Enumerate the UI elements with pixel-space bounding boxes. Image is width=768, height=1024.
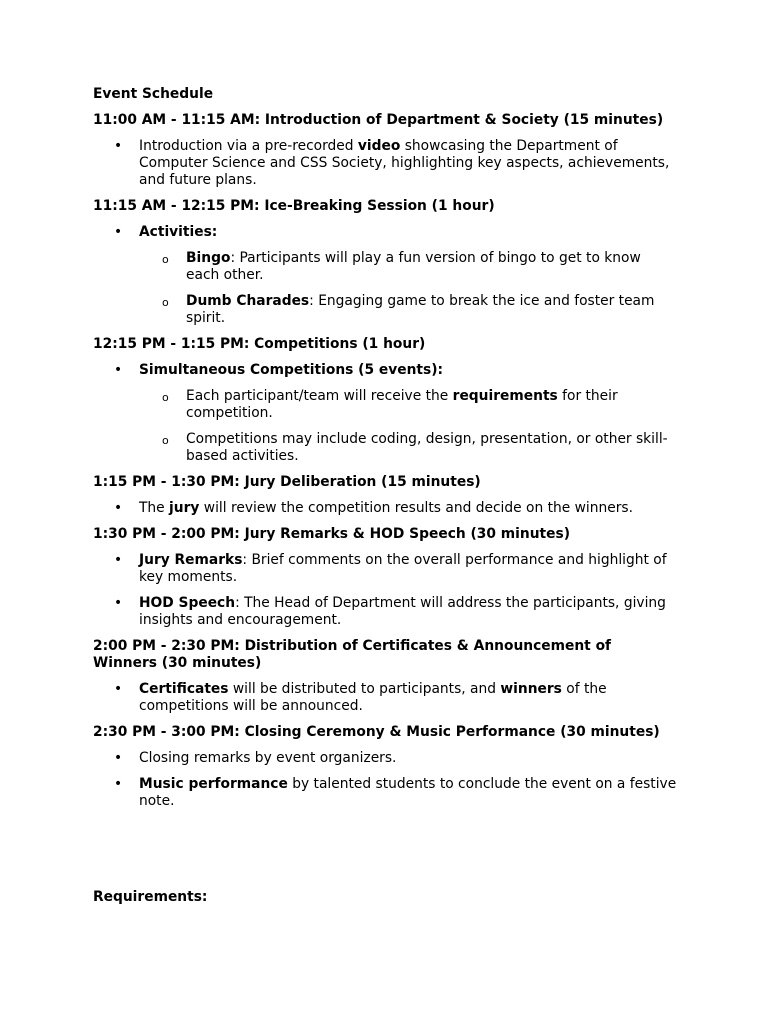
sub-list-item (139, 293, 678, 327)
sub-bullet-list (139, 250, 678, 327)
item-text: will be distributed to participants, and (228, 681, 501, 697)
item-text: will review the competition results and decide on the winners. (199, 500, 633, 516)
item-bold-text: Jury Remarks (139, 552, 243, 568)
list-item (93, 595, 678, 629)
item-bold-text: requirements (452, 388, 558, 404)
schedule-section (93, 724, 678, 810)
item-text: showcasing the Department of Computer Science and CSS Society, highlighting key aspects, achievements, and future plans. (139, 138, 670, 188)
list-item (93, 552, 678, 586)
requirements-heading: Requirements: (93, 889, 208, 905)
schedule-section (93, 474, 678, 517)
bullet-icon: • (114, 595, 123, 611)
item-bold-text: HOD Speech (139, 595, 236, 611)
item-bold-text: Simultaneous Competitions (5 events): (139, 362, 444, 378)
document-title: Event Schedule (93, 86, 214, 102)
sub-list-item (139, 431, 678, 465)
item-text: of the competitions will be announced. (139, 681, 607, 714)
document-body (93, 86, 678, 819)
list-item (93, 224, 678, 327)
bullet-list (93, 552, 678, 629)
schedule-section (93, 526, 678, 629)
item-bold-text: winners (500, 681, 562, 697)
item-bold-text: Music performance (139, 776, 288, 792)
bullet-icon: • (114, 138, 123, 154)
schedule-section (93, 336, 678, 465)
bullet-icon: • (114, 750, 123, 766)
item-text: for their competition. (186, 388, 618, 421)
list-item (93, 362, 678, 465)
item-text: Closing remarks by event organizers. (139, 750, 397, 766)
section-heading: 12:15 PM - 1:15 PM: Competitions (1 hour) (93, 336, 426, 352)
bullet-icon: • (114, 776, 123, 792)
section-heading: 1:15 PM - 1:30 PM: Jury Deliberation (15 minutes) (93, 474, 481, 490)
bullet-list (93, 500, 678, 517)
bullet-icon: • (114, 500, 123, 516)
bullet-icon: • (114, 224, 123, 240)
item-text: : The Head of Department will address the participants, giving insights and encouragement. (139, 595, 666, 628)
list-item (93, 138, 678, 189)
item-bold-text: Activities: (139, 224, 218, 240)
item-bold-text: Certificates (139, 681, 229, 697)
list-item (93, 750, 678, 767)
list-item (93, 776, 678, 810)
list-item (93, 500, 678, 517)
item-text: The (139, 500, 170, 516)
item-text: by talented students to conclude the event on a festive note. (139, 776, 677, 809)
schedule-section (93, 638, 678, 715)
item-bold-text: Bingo (186, 250, 231, 266)
bullet-icon: • (114, 362, 123, 378)
bullet-list (93, 362, 678, 465)
section-heading: 2:00 PM - 2:30 PM: Distribution of Certificates & Announcement of Winners (30 minutes) (93, 638, 612, 671)
hollow-bullet-icon: o (162, 253, 169, 266)
bullet-icon: • (114, 552, 123, 568)
sub-list-item (139, 388, 678, 422)
hollow-bullet-icon: o (162, 434, 169, 447)
item-bold-text: video (357, 138, 401, 154)
item-text: : Brief comments on the overall performance and highlight of key moments. (139, 552, 667, 585)
item-text: Competitions may include coding, design, presentation, or other skill-based activities. (186, 431, 668, 464)
bullet-list (93, 750, 678, 810)
list-item (93, 681, 678, 715)
hollow-bullet-icon: o (162, 391, 169, 404)
item-bold-text: jury (169, 500, 200, 516)
bullet-icon: • (114, 681, 123, 697)
item-bold-text: Dumb Charades (186, 293, 310, 309)
section-heading: 2:30 PM - 3:00 PM: Closing Ceremony & Music Performance (30 minutes) (93, 724, 660, 740)
item-text: : Participants will play a fun version of bingo to get to know each other. (186, 250, 641, 283)
schedule-section (93, 112, 678, 189)
section-heading: 1:30 PM - 2:00 PM: Jury Remarks & HOD Speech (30 minutes) (93, 526, 571, 542)
section-heading: 11:00 AM - 11:15 AM: Introduction of Department & Society (15 minutes) (93, 112, 664, 128)
bullet-list (93, 138, 678, 189)
sub-list-item (139, 250, 678, 284)
schedule-section (93, 198, 678, 327)
sub-bullet-list (139, 388, 678, 465)
item-text: Introduction via a pre-recorded (139, 138, 358, 154)
bullet-list (93, 224, 678, 327)
section-heading: 11:15 AM - 12:15 PM: Ice-Breaking Session (1 hour) (93, 198, 495, 214)
item-text: : Engaging game to break the ice and foster team spirit. (186, 293, 655, 326)
hollow-bullet-icon: o (162, 296, 169, 309)
bullet-list (93, 681, 678, 715)
item-text: Each participant/team will receive the (186, 388, 453, 404)
